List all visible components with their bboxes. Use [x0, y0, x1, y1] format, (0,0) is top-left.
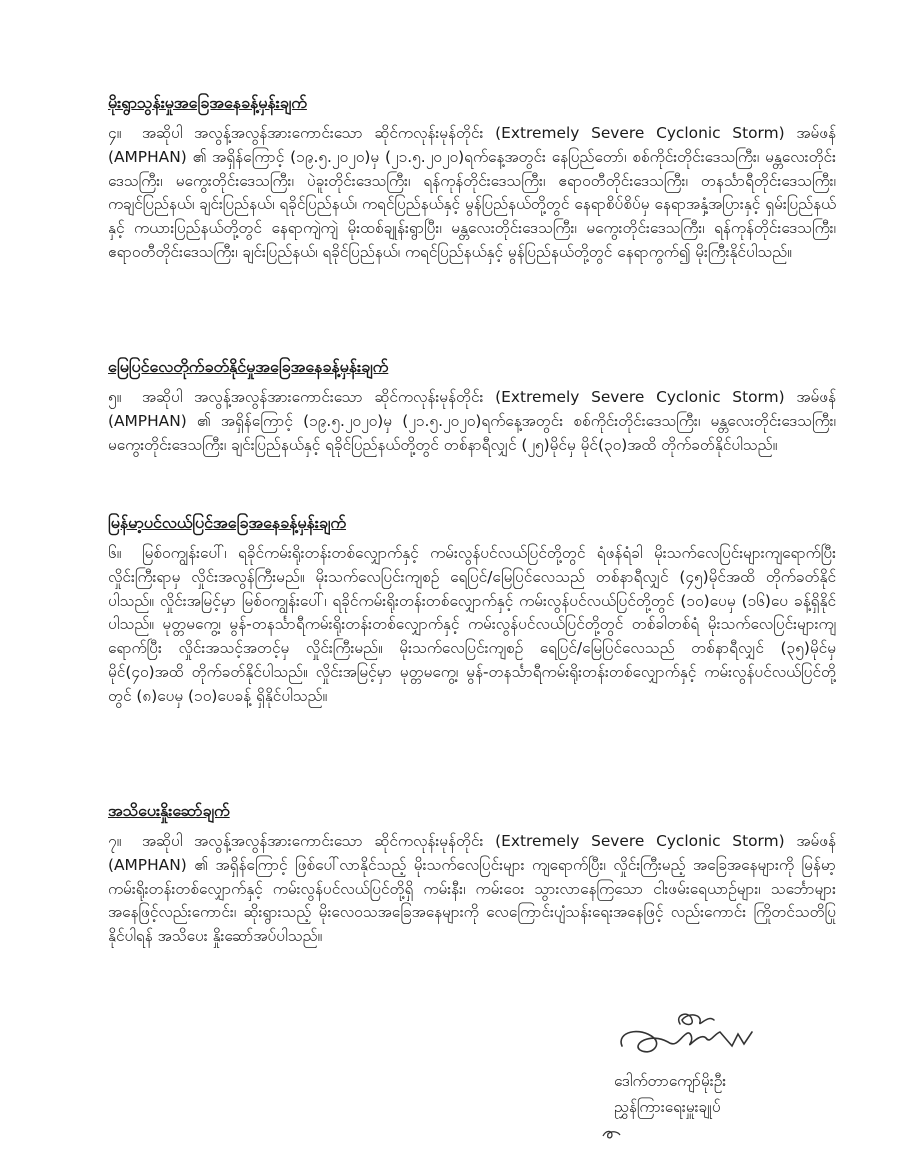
paragraph-text: အဆိုပါ အလွန့်အလွန်အားကောင်းသော ဆိုင်ကလုန်းမုန်တိုင်း (Extremely Severe Cyclonic Storm) အမ်ဖန် (AMPHAN) ၏ အရှိန်ကြောင့် (၁၉.၅.၂၀၂၀)မှ (၂၁.၅.၂၀၂၀)ရက်နေ့အတွင်း စစ်ကိုင်းတိုင်းဒေသကြီး၊ မန္တလေးတိုင်းဒေသကြီး၊ မကွေးတိုင်းဒေသကြီး၊ ချင်းပြည်နယ်နှင့် ရခိုင်ပြည်နယ်တို့တွင် တစ်နာရီလျှင် (၂၅)မိုင်မှ မိုင်(၃၀)အထိ တိုက်ခတ်နိုင်ပါသည်။	[108, 388, 836, 454]
paragraph-5	[108, 386, 836, 457]
paragraph-number: ၇။	[108, 832, 122, 850]
paragraph-6	[108, 542, 836, 709]
paragraph-text: အဆိုပါ အလွန့်အလွန်အားကောင်းသော ဆိုင်ကလုန်းမုန်တိုင်း (Extremely Severe Cyclonic Storm) အမ်ဖန် (AMPHAN) ၏ အရှိန်ကြောင့် ဖြစ်ပေါ်လာနိုင်သည့် မိုးသက်လေပြင်းများ ကျရောက်ပြီး၊ လှိုင်းကြီးမည့် အခြေအနေများကို မြန်မာ့ကမ်းရိုးတန်းတစ်လျှောက်နှင့် ကမ်းလွန်ပင်လယ်ပြင်တို့ရှိ ကမ်းနီး၊ ကမ်းဝေး သွားလာနေကြသော ငါးဖမ်းရေယာဉ်များ၊ သင်္ဘောများအနေဖြင့်လည်းကောင်း၊ ဆိုးရွားသည့် မိုးလေဝသအခြေအနေများကို လေကြောင်းပျံသန်းရေးအနေဖြင့် လည်းကောင်း ကြိုတင်သတိပြုနိုင်ပါရန် အသိပေး နှိုးဆော်အပ်ပါသည်။	[108, 832, 836, 946]
paragraph-number: ၅။	[108, 388, 122, 406]
signatory-title: ညွှန်ကြားရေးမှူးချုပ်	[614, 1098, 721, 1116]
paragraph-text: အဆိုပါ အလွန့်အလွန်အားကောင်းသော ဆိုင်ကလုန်းမုန်တိုင်း (Extremely Severe Cyclonic Storm) အမ်ဖန် (AMPHAN) ၏ အရှိန်ကြောင့် (၁၉.၅.၂၀၂၀)မှ (၂၁.၅.၂၀၂၀)ရက်နေ့အတွင်း နေပြည်တော်၊ စစ်ကိုင်းတိုင်းဒေသကြီး၊ မန္တလေးတိုင်းဒေသကြီး၊ မကွေးတိုင်းဒေသကြီး၊ ပဲခူးတိုင်းဒေသကြီး၊ ရန်ကုန်တိုင်းဒေသကြီး၊ ဧရာဝတီတိုင်းဒေသကြီး၊ တနင်္သာရီတိုင်းဒေသကြီး၊ ကချင်ပြည်နယ်၊ ချင်းပြည်နယ်၊ ရခိုင်ပြည်နယ်၊ ကရင်ပြည်နယ်နှင့် မွန်ပြည်နယ်တို့တွင် နေရာစိပ်စိပ်မှ နေရာအနှံ့အပြားနှင့် ရှမ်းပြည်နယ်နှင့် ကယားပြည်နယ်တို့တွင် နေရာကျဲကျဲ မိုးထစ်ချုန်းရွာပြီး၊ မန္တလေးတိုင်းဒေသကြီး၊ မကွေးတိုင်းဒေသကြီး၊ ရန်ကုန်တိုင်းဒေသကြီး၊ ဧရာဝတီတိုင်းဒေသကြီး၊ ချင်းပြည်နယ်၊ ရခိုင်ပြည်နယ်၊ ကရင်ပြည်နယ်နှင့် မွန်ပြည်နယ်တို့တွင် နေရာကွက်၍ မိုးကြီးနိုင်ပါသည်။	[108, 124, 836, 261]
surface-wind-forecast-heading: မြေပြင်လေတိုက်ခတ်နိုင်မှုအခြေအနေခန့်မှန်းချက်	[108, 357, 389, 376]
signature-block	[600, 1008, 840, 1146]
paragraph-number: ၄။	[108, 124, 122, 142]
signatory-name: ဒေါက်တာကျော်မိုးဦး	[614, 1072, 727, 1090]
paragraph-number: ၆။	[108, 544, 122, 562]
sea-condition-forecast-heading: မြန်မာ့ပင်လယ်ပြင်အခြေအနေခန့်မှန်းချက်	[108, 513, 347, 532]
paragraph-7	[108, 830, 836, 949]
sea-condition-forecast-section	[108, 512, 836, 709]
paragraph-text: မြစ်ဝကျွန်းပေါ်၊ ရခိုင်ကမ်းရိုးတန်းတစ်လျှောက်နှင့် ကမ်းလွန်ပင်လယ်ပြင်တို့တွင် ရံဖန်ရံခါ မိုးသက်လေပြင်းများကျရောက်ပြီး လှိုင်းကြီးရာမှ လှိုင်းအလွန်ကြီးမည်။ မိုးသက်လေပြင်းကျစဉ် ရေပြင်/မြေပြင်လေသည် တစ်နာရီလျှင် (၄၅)မိုင်အထိ တိုက်ခတ်နိုင်ပါသည်။ လှိုင်းအမြင့်မှာ မြစ်ဝကျွန်းပေါ်၊ ရခိုင်ကမ်းရိုးတန်းတစ်လျှောက်နှင့် ကမ်းလွန်ပင်လယ်ပြင်တို့တွင် (၁၀)ပေမှ (၁၆)ပေ ခန့်ရှိနိုင်ပါသည်။ မုတ္တမကွေ့၊ မွန်-တနင်္သာရီကမ်းရိုးတန်းတစ်လျှောက်နှင့် ကမ်းလွန်ပင်လယ်ပြင်တို့တွင် တစ်ခါတစ်ရံ မိုးသက်လေပြင်းများကျရောက်ပြီး လှိုင်းအသင့်အတင့်မှ လှိုင်းကြီးမည်။ မိုးသက်လေပြင်းကျစဉ် ရေပြင်/မြေပြင်လေသည် တစ်နာရီလျှင် (၃၅)မိုင်မှ မိုင်(၄၀)အထိ တိုက်ခတ်နိုင်ပါသည်။ လှိုင်းအမြင့်မှာ မုတ္တမကွေ့၊ မွန်-တနင်္သာရီကမ်းရိုးတန်းတစ်လျှောက်နှင့် ကမ်းလွန်ပင်လယ်ပြင်တို့တွင် (၈)ပေမှ (၁၀)ပေခန့် ရှိနိုင်ပါသည်။	[108, 544, 836, 705]
advisory-heading: အသိပေးနှိုးဆော်ချက်	[108, 801, 230, 820]
advisory-section	[108, 800, 836, 949]
handwritten-signature	[610, 1008, 760, 1064]
paragraph-4	[108, 122, 836, 265]
initial-mark	[600, 1126, 630, 1142]
rainfall-forecast-heading: မိုးရွာသွန်းမှုအခြေအနေခန့်မှန်းချက်	[108, 93, 307, 112]
surface-wind-forecast-section	[108, 356, 836, 457]
rainfall-forecast-section	[108, 92, 836, 265]
